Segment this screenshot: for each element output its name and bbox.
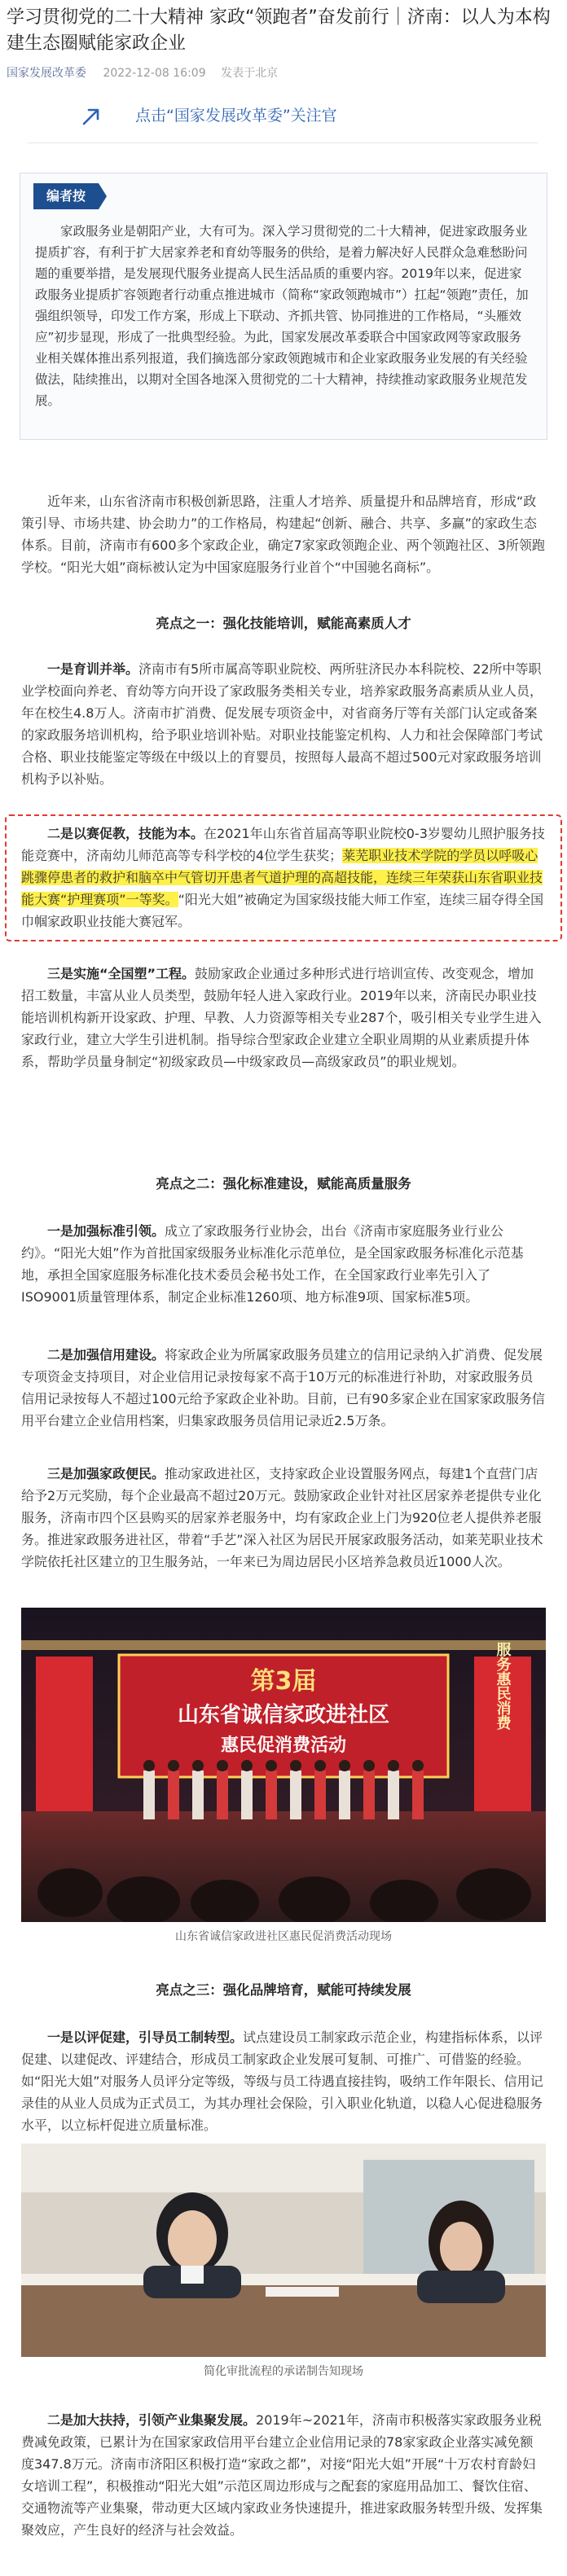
pointer-arrow-icon bbox=[81, 106, 103, 127]
event-photo bbox=[21, 1608, 546, 1922]
paragraph-lead: 二是加强信用建设。 bbox=[47, 1347, 165, 1363]
stage-title-1: 第3届 bbox=[250, 1667, 317, 1696]
paragraph-body: 将家政企业为所属家政服务员建立的信用记录纳入扩消费、促发展专项资金支持项目，对企业信用记录按每家不高于10万元的标准进行补助，对家政服务员信用记录按每人不超过100元给予家政企业补助。目前，已有90多家企业在国家家政服务信用平台建立企业信用档案，归集家政服务员信用记录近2.5万条。 bbox=[21, 1347, 545, 1428]
paper-document bbox=[266, 2287, 339, 2297]
office-photo bbox=[21, 2144, 546, 2357]
service-hall-image bbox=[21, 2144, 546, 2357]
paragraph-brand bbox=[21, 2026, 546, 2136]
photo-caption-1: 山东省诚信家政进社区惠民促消费活动现场 bbox=[175, 1930, 392, 1943]
paragraph-lead: 一是育训并举。 bbox=[47, 661, 139, 677]
paragraph-standards bbox=[21, 1220, 546, 1308]
paragraph-body: 2019年~2021年，济南市积极落实家政服务业税费减免政策，已累计为在国家家政信用平台建立企业信用记录的78家家政企业落实减免额度347.8万元。济南市济阳区积极打造“家政之都”，对接“阳光大姐”开展“十万农村育龄妇女培训工程”，积极推动“阳光大姐”示范区周边形成与之配套的家庭用品加工、餐饮住宿、交通物流等产业集聚，带动更大区域内家政业务快速提升，推进家政服务转型升级、发挥集聚效应，产生良好的经济与社会效益。 bbox=[21, 2412, 543, 2538]
article-meta bbox=[7, 65, 278, 81]
section-heading-2: 亮点之二：强化标准建设，赋能高质量服务 bbox=[156, 1176, 411, 1191]
right-banner-text: 服务惠民消费 bbox=[494, 1642, 512, 1730]
section-heading-3: 亮点之三：强化品牌培育，赋能可持续发展 bbox=[156, 1982, 411, 1998]
paragraph-training bbox=[21, 658, 546, 790]
paragraph-lead: 一是加强标准引领。 bbox=[47, 1223, 165, 1239]
highlighted-text: 莱芜职业技术学院的学员以呼吸心跳骤停患者的救护和脑卒中气管切开患者气道护理的高超技能，连续三年荣获山东省职业技能大赛“护理赛项”一等奖。 bbox=[21, 848, 543, 907]
follow-banner[interactable] bbox=[28, 94, 538, 143]
event-stage-image bbox=[21, 1608, 546, 1922]
section-heading-1: 亮点之一：强化技能培训，赋能高素质人才 bbox=[156, 616, 411, 631]
editor-note-text: 家政服务业是朝阳产业，大有可为。深入学习贯彻党的二十大精神，促进家政服务业提质扩容，有利于扩大居家养老和育幼等服务的供给，是着力解决好人民群众急难愁盼问题的重要举措，是发展现代服务业提高人民生活品质的重要内容。2019年以来，促进家政服务业提质扩容领跑者行动重点推进城市（简称“家政领跑城市”）扛起“领跑”责任，加强组织领导，印发工作方案，形成上下联动、齐抓共管、协同推进的工作格局，“头雁效应”初步显现，形成了一批典型经验。为此，国家发展改革委联合中国家政网等家政服务业相关媒体推出系列报道，我们摘选部分家政领跑城市和企业家政服务业发展的有关经验做法，陆续推出，以期对全国各地深入贯彻党的二十大精神，持续推动家政服务业规范发展。 bbox=[35, 224, 529, 408]
paragraph-lead: 二是以赛促教，技能为本。 bbox=[47, 826, 204, 841]
editor-note-box bbox=[20, 173, 547, 440]
paragraph-body: 推动家政进社区，支持家政企业设置服务网点，每建1个直营门店给予2万元奖励，每个企业最高不超过20万元。鼓励家政企业针对社区居家养老提供专业化服务，济南市四个区县购买的居家养老服务中，均有家政企业上门为920位老人提供养老服务。推进家政服务进社区，带着“手艺”深入社区为居民开展家政服务活动，如莱芜职业技术学院依托社区建立的卫生服务站，一年来已为周边居民小区培养急救员近1000人次。 bbox=[21, 1466, 543, 1569]
paragraph-body: 济南市有5所市属高等职业院校、两所驻济民办本科院校、22所中等职业学校面向养老、育幼等方向开设了家政服务类相关专业，培养家政服务高素质从业人员，年在校生4.8万人。济南市扩消费、促发展专项资金中，对省商务厅等有关部门认定或备案的家政服务培训机构，给予职业培训补贴。对职业技能鉴定机构、人力和社会保障部门考试合格、职业技能鉴定等级在中级以上的育婴员，按照每人最高不超过500元对家政服务培训机构予以补贴。 bbox=[21, 661, 543, 787]
stage-title-2: 山东省诚信家政进社区 bbox=[177, 1703, 390, 1727]
publish-location: 发表于北京 bbox=[221, 67, 279, 80]
paragraph-lead: 二是加大扶持，引领产业集聚发展。 bbox=[47, 2412, 257, 2428]
publish-time: 2022-12-08 16:09 bbox=[103, 67, 206, 80]
follow-text: 点击“国家发展改革委”关注官 bbox=[135, 107, 337, 125]
article-title: 学习贯彻党的二十大精神 家政“领跑者”奋发前行｜济南：以人为本构建生态圈赋能家政企业 bbox=[7, 7, 551, 54]
paragraph-lead: 一是以评促建，引导员工制转型。 bbox=[47, 2030, 244, 2045]
paragraph-talent bbox=[21, 963, 546, 1073]
photo-caption-2: 简化审批流程的承诺制告知现场 bbox=[204, 2365, 363, 2378]
paragraph-competition bbox=[21, 823, 546, 933]
paragraph-lead: 三是实施“全国塑”工程。 bbox=[47, 966, 196, 981]
paragraph-body: 在2021年山东省首届高等职业院校0-3岁婴幼儿照护服务技能竞赛中，济南幼儿师范高等专科学校的4位学生获奖； bbox=[21, 826, 545, 863]
editor-note-tag: 编者按 bbox=[33, 183, 99, 209]
paragraph-body: 试点建设员工制家政示范企业，构建指标体系，以评促建、以建促改、评建结合，形成员工制家政企业发展可复制、可推广、可借鉴的经验。如“阳光大姐”对服务人员评分定等级，等级与员工待遇直接挂钩，吸纳工作年限长、信用记录佳的从业人员成为正式员工，为其办理社会保险，引入职业化轨道，以稳人心促进稳服务水平，以立标杆促进立质量标准。 bbox=[21, 2030, 543, 2133]
paragraph-lead: 三是加强家政便民。 bbox=[47, 1466, 165, 1481]
paragraph-community bbox=[21, 1463, 546, 1573]
paragraph-body: 成立了家政服务行业协会，出台《济南市家庭服务业行业公约》。“阳光大姐”作为首批国家级服务业标准化示范单位，是全国家政服务标准化示范基地，承担全国家庭服务标准化技术委员会秘书处工作，在全国家政行业率先引入了ISO9001质量管理体系，制定企业标准1260项、地方标准9项、国家标准5项。 bbox=[21, 1223, 524, 1305]
intro-paragraph: 近年来，山东省济南市积极创新思路，注重人才培养、质量提升和品牌培育，形成“政策引导、市场共建、协会助力”的工作格局，构建起“创新、融合、共享、多赢”的家政生态体系。目前，济南市有600多个家政企业，确定7家家政领跑企业、两个领跑社区、3所领跑学校。“阳光大姐”商标被认定为中国家庭服务行业首个“中国驰名商标”。 bbox=[21, 494, 545, 575]
paragraph-body: “阳光大姐”被确定为国家级技能大师工作室，连续三届夺得全国巾帼家政职业技能大赛冠军。 bbox=[21, 892, 544, 929]
paragraph-credit bbox=[21, 1344, 546, 1432]
paragraph-support bbox=[21, 2409, 546, 2541]
source-link[interactable]: 国家发展改革委 bbox=[7, 67, 86, 80]
stage-title-3: 惠民促消费活动 bbox=[220, 1736, 347, 1756]
paragraph-body: 鼓励家政企业通过多种形式进行培训宣传、改变观念，增加招工数量，丰富从业人员类型，鼓励年轻人进入家政行业。2019年以来，济南民办职业技能培训机构新开设家政、护理、早教、人力资源等相关专业287个，吸引相关专业学生进入家政行业，建立大学生引进机制。指导综合型家政企业建立全职业周期的从业素质提升体系，帮助学员量身制定“初级家政员—中级家政员—高级家政员”的职业规划。 bbox=[21, 966, 542, 1069]
